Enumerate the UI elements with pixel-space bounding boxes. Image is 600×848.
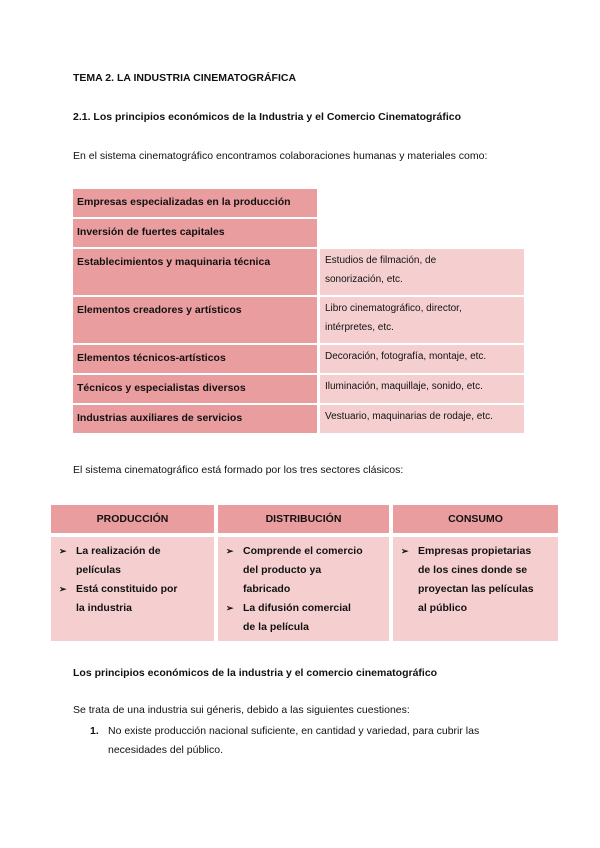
sector-bullet-line: fabricado	[243, 583, 291, 595]
collab-label: Inversión de fuertes capitales	[73, 219, 317, 247]
collab-row	[73, 345, 525, 373]
sector-body	[393, 537, 558, 641]
intro-paragraph: En el sistema cinematográfico encontramos colaboraciones humanas y materiales como:	[73, 150, 488, 162]
sector-bullet-line: Comprende el comercio	[243, 545, 363, 557]
collab-description-line: Libro cinematográfico, director,	[325, 303, 462, 314]
collab-row	[73, 219, 525, 247]
sector-bullet	[59, 580, 208, 618]
collab-label: Establecimientos y maquinaria técnica	[73, 249, 317, 295]
collab-description-line: sonorización, etc.	[325, 274, 403, 285]
sector-bullet-line: películas	[76, 564, 121, 576]
collab-description-line: Iluminación, maquillaje, sonido, etc.	[325, 381, 483, 392]
sector-bullet	[226, 542, 383, 599]
body-paragraph: Se trata de una industria sui géneris, debido a las siguientes cuestiones:	[73, 704, 410, 716]
sector-body	[218, 537, 389, 641]
collab-description-line: intérpretes, etc.	[325, 322, 394, 333]
collab-description	[320, 375, 524, 403]
arrow-bullet-icon: ➢	[59, 584, 67, 594]
sector-bullet-text	[76, 542, 161, 580]
collab-label: Empresas especializadas en la producción	[73, 189, 317, 217]
collab-label: Técnicos y especialistas diversos	[73, 375, 317, 403]
sector-bullet-line: La difusión comercial	[243, 602, 351, 614]
sector-bullet	[226, 599, 383, 637]
item-text	[108, 722, 479, 760]
collab-description-line: Decoración, fotografía, montaje, etc.	[325, 351, 487, 362]
arrow-bullet-icon: ➢	[226, 603, 234, 613]
collab-description-line: Estudios de filmación, de	[325, 255, 437, 266]
section-heading: 2.1. Los principios económicos de la Industria y el Comercio Cinematográfico	[73, 111, 462, 123]
collab-row	[73, 297, 525, 343]
sector-bullet	[401, 542, 552, 618]
collab-description	[320, 189, 524, 217]
collab-label: Elementos técnicos-artísticos	[73, 345, 317, 373]
sector-bullet-text	[243, 599, 351, 637]
sector-bullet-text	[418, 542, 534, 618]
collab-row	[73, 375, 525, 403]
sector-bullet-line: Empresas propietarias	[418, 545, 532, 557]
sector-bullet-text	[76, 580, 178, 618]
collab-label: Elementos creadores y artísticos	[73, 297, 317, 343]
sector-bullet-line: La realización de	[76, 545, 161, 557]
sector-header: PRODUCCIÓN	[51, 505, 214, 533]
sector-header: CONSUMO	[393, 505, 558, 533]
collab-description	[320, 345, 524, 373]
sector-bullet-line: de la película	[243, 621, 309, 633]
arrow-bullet-icon: ➢	[59, 546, 67, 556]
sector-bullet-line: del producto ya	[243, 564, 322, 576]
sector-bullet-line: la industria	[76, 602, 133, 614]
numbered-item	[90, 722, 526, 760]
collab-description	[320, 219, 524, 247]
collab-description	[320, 249, 524, 295]
collab-description	[320, 297, 524, 343]
arrow-bullet-icon: ➢	[401, 546, 409, 556]
sector-bullet-line: de los cines donde se	[418, 564, 528, 576]
collab-description	[320, 405, 524, 433]
sector-bullet-line: proyectan las películas	[418, 583, 534, 595]
arrow-bullet-icon: ➢	[226, 546, 234, 556]
page-title: TEMA 2. LA INDUSTRIA CINEMATOGRÁFICA	[73, 72, 297, 84]
subheading: Los principios económicos de la industria y el comercio cinematográfico	[73, 667, 438, 679]
sectors-body-row	[51, 537, 558, 641]
collab-row	[73, 189, 525, 217]
item-line: necesidades del público.	[108, 744, 223, 756]
collaborations-table	[73, 189, 525, 435]
collab-label: Industrias auxiliares de servicios	[73, 405, 317, 433]
sector-bullet-text	[243, 542, 363, 599]
sector-bullet-line: al público	[418, 602, 468, 614]
item-number: 1.	[90, 725, 99, 737]
collab-row	[73, 249, 525, 295]
collab-row	[73, 405, 525, 433]
sector-bullet-line: Está constituido por	[76, 583, 178, 595]
item-line: No existe producción nacional suficiente, en cantidad y variedad, para cubrir las	[108, 725, 480, 737]
sectors-table	[51, 505, 558, 641]
sectors-intro: El sistema cinematográfico está formado por los tres sectores clásicos:	[73, 464, 404, 476]
sector-body	[51, 537, 214, 641]
sectors-header-row	[51, 505, 558, 533]
collab-description-line: Vestuario, maquinarias de rodaje, etc.	[325, 411, 493, 422]
sector-bullet	[59, 542, 208, 580]
sector-header: DISTRIBUCIÓN	[218, 505, 389, 533]
